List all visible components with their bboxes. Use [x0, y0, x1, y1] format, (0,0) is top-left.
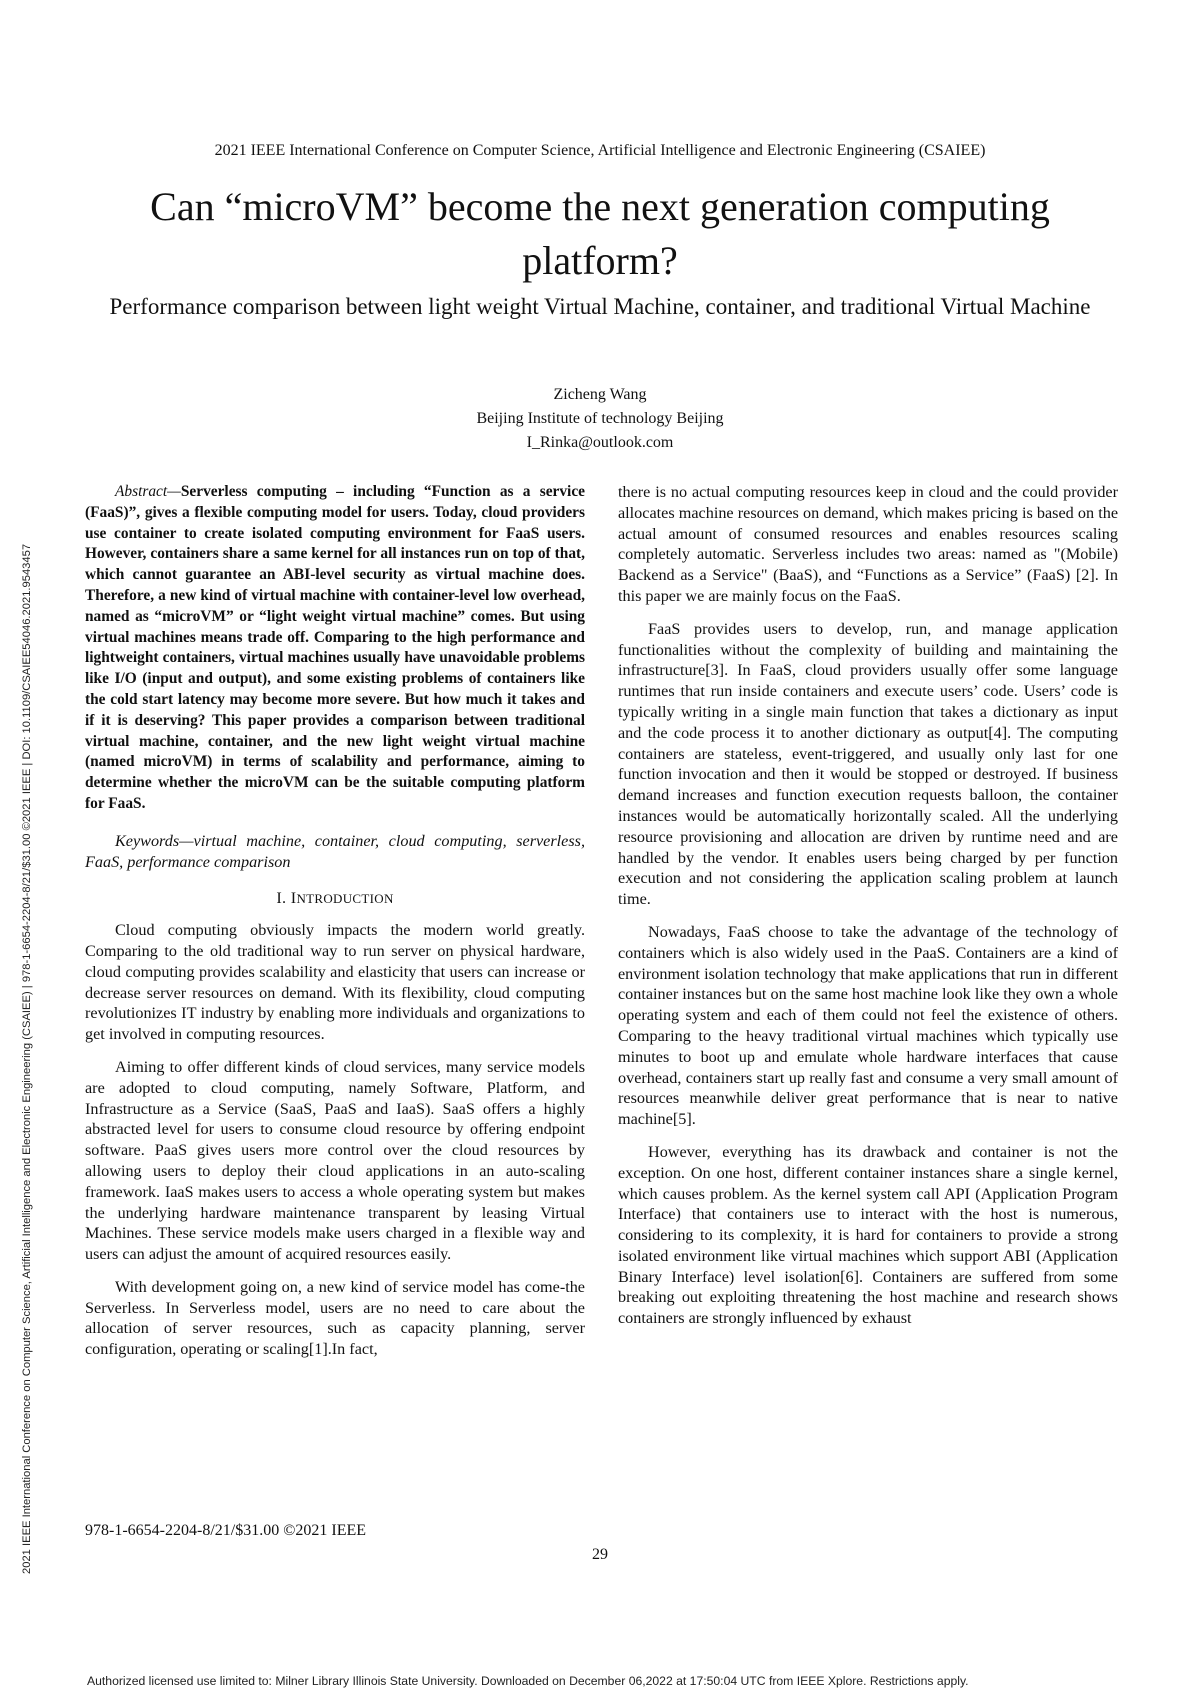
abstract-label: Abstract—: [115, 483, 181, 500]
abstract-text: Serverless computing – including “Function as a service (FaaS)”, gives a flexible computing model for users. Today, cloud providers use container to create isolated computing environment for FaaS users. However, containers share a same kernel for all instances run on top of that, which cannot guarantee an ABI-level security as virtual machine does. Therefore, a new kind of virtual machine with container-level low overhead, named as “microVM” or “light weight virtual machine” comes. But using virtual machines means trade off. Comparing to the high performance and lightweight containers, virtual machines usually have unavoidable problems like I/O (input and output), and some existing problems of containers like the cold start latency may become more severe. But how much it takes and if it is deserving? This paper provides a comparison between traditional virtual machine, container, and the new light weight virtual machine (named microVM) in terms of scalability and performance, aiming to determine whether the microVM can be the suitable computing platform for FaaS.: [85, 483, 585, 812]
conference-header: 2021 IEEE International Conference on Computer Science, Artificial Intelligence and Electronic Engineering (CSAIEE): [214, 142, 986, 159]
keywords-text: virtual machine, container, cloud computing, serverless, FaaS, performance comparison: [85, 831, 585, 871]
abstract: [85, 482, 585, 815]
side-metadata: 2021 IEEE International Conference on Computer Science, Artificial Intelligence and Electronic Engineering (CSAIEE) | 978-1-6654-2204-8/21/$31.00 ©2021 IEEE | DOI: 10.1109/CSAIEE54046.2021.9543457: [21, 543, 33, 1574]
paper-subtitle: Performance comparison between light weight Virtual Machine, container, and traditional Virtual Machine: [109, 294, 1091, 319]
author-block: [0, 383, 1200, 455]
section-heading-introduction: [85, 888, 585, 910]
right-paragraph-3: Nowadays, FaaS choose to take the advantage of the technology of containers which is also widely used in the PaaS. Containers are a kind of environment isolation technology that make applications that run in different container instances but on the same host machine look like they own a whole operating system and each of them could not feel the existence of others. Comparing to the heavy traditional virtual machines which typically use minutes to boot up and emulate whole hardware interfaces that cause overhead, containers start up really fast and consume a very small amount of resources meanwhile deliver great performance that is near to native machine[5].: [618, 922, 1118, 1129]
section-title-rest: NTRODUCTION: [296, 891, 394, 907]
page-number: 29: [592, 1546, 608, 1563]
intro-paragraph-2: Aiming to offer different kinds of cloud services, many service models are adopted to cloud computing, namely Software, Platform, and Infrastructure as a Service (SaaS, PaaS and IaaS). SaaS offers a highly abstracted level for users to consume cloud resource by offering endpoint software. PaaS gives users more control over the cloud resources by allowing users to deploy their cloud applications in an auto-scaling framework. IaaS makes users to access a whole operating system but makes the underlying hardware maintenance transparent by leasing Virtual Machines. These service models make users charged in a flexible way and users can adjust the amount of acquired resources easily.: [85, 1057, 585, 1264]
intro-paragraph-3: With development going on, a new kind of service model has come-the Serverless. In Serverless model, users are no need to care about the allocation of server resources, such as capacity planning, server configuration, operating or scaling[1].In fact,: [85, 1277, 585, 1359]
section-title-initial: I: [290, 889, 297, 908]
keywords: [85, 831, 585, 873]
footer-copyright: 978-1-6654-2204-8/21/$31.00 ©2021 IEEE: [85, 1522, 367, 1539]
author-affiliation: Beijing Institute of technology Beijing: [476, 410, 724, 427]
author-name: Zicheng Wang: [553, 386, 647, 403]
author-email: I_Rinka@outlook.com: [526, 434, 674, 451]
keywords-label: Keywords—: [115, 831, 194, 850]
right-column: [618, 482, 1118, 1341]
right-paragraph-2: FaaS provides users to develop, run, and manage application functionalities without the complexity of building and maintaining the infrastructure[3]. In FaaS, cloud providers usually offer some language runtimes that run inside containers and execute users’ code. Users’ code is typically writing in a single main function that takes a dictionary as input and the code process it to another dictionary as output[4]. The computing containers are stateless, event-triggered, and usually only last for one function invocation and then it would be stopped or destroyed. If business demand increases and function execution requests balloon, the container instances would be automatically horizontally scaled. All the underlying resource provisioning and allocation are driven by runtime need and are handled by the vendor. It enables users being charged by per function execution and not considering the application scaling problem at launch time.: [618, 619, 1118, 909]
paper-title: Can “microVM” become the next generation computing platform?: [150, 184, 1050, 283]
right-paragraph-1: there is no actual computing resources keep in cloud and the could provider allocates machine resources on demand, which makes pricing is based on the actual amount of consumed resources and enables resources scaling completely automatic. Serverless includes two areas: named as "(Mobile) Backend as a Service" (BaaS), and “Functions as a Service” (FaaS) [2]. In this paper we are mainly focus on the FaaS.: [618, 483, 1118, 605]
intro-paragraph-1: Cloud computing obviously impacts the modern world greatly. Comparing to the old traditional way to run server on physical hardware, cloud computing provides scalability and elasticity that users can increase or decrease server resources on demand. With its flexibility, cloud computing revolutionizes IT industry by enabling more individuals and organizations to get involved in computing resources.: [85, 921, 585, 1044]
section-number: I.: [276, 889, 287, 908]
right-paragraph-4: However, everything has its drawback and container is not the exception. On one host, different container instances share a single kernel, which causes problem. As the kernel system call API (Application Program Interface) that containers use to interact with the host is numerous, considering to its complexity, it is hard for containers to provide a strong isolated environment like virtual machines which support ABI (Application Binary Interface) level isolation[6]. Containers are suffered from some breaking out exploiting threatening the host machine and research shows containers are strongly influenced by exhaust: [618, 1142, 1118, 1328]
left-column: [85, 482, 585, 1372]
license-note: Authorized licensed use limited to: Milner Library Illinois State University. Downloaded on December 06,2022 at 17:50:04 UTC from IEEE Xplore. Restrictions apply.: [87, 1674, 969, 1688]
